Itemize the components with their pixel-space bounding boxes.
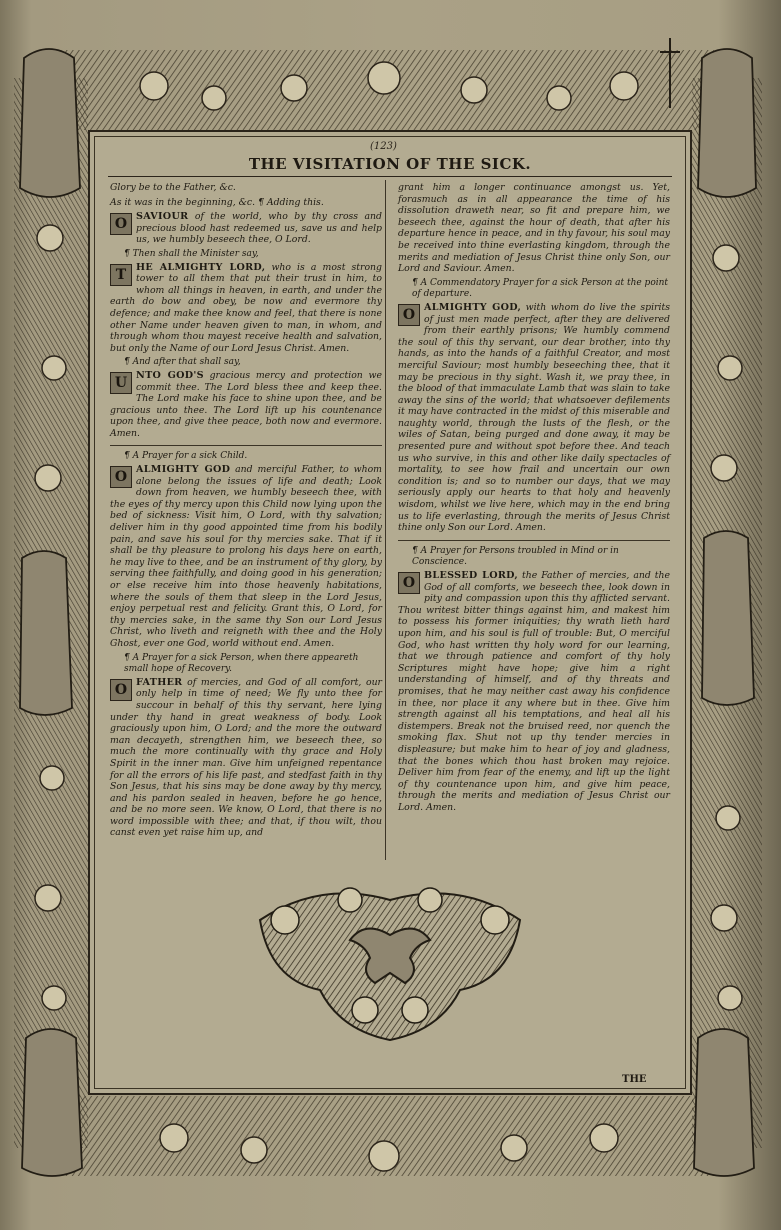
rubric: ¶ A Prayer for a sick Child. <box>124 451 248 462</box>
prayer-saviour <box>110 211 382 246</box>
prayer-almighty-lord <box>110 262 382 355</box>
drop-cap: O <box>110 466 132 488</box>
right-column <box>398 182 670 816</box>
drop-cap: O <box>398 304 420 326</box>
prayer-heading: ALMIGHTY GOD <box>136 464 231 476</box>
prayer-heading: ALMIGHTY GOD, <box>424 301 522 313</box>
prayer-heading: BLESSED LORD, <box>424 570 519 581</box>
prayer-unto-god <box>110 370 382 440</box>
section-rule <box>110 445 382 446</box>
catchword: THE <box>622 1074 647 1085</box>
prayer-heading: NTO GOD'S <box>136 369 204 381</box>
drop-cap: O <box>398 572 420 594</box>
title-rule <box>108 176 672 177</box>
tailpiece-pelican-emblem <box>240 880 540 1045</box>
left-column <box>110 182 382 842</box>
prayer-text: with whom do live the spirits of just men made perfect, after they are delivered from their earthly prisons; We humbly commend the soul of this thy servant, our dear brother, into thy hands, as into the hands of a faithful Creator, and most merciful Saviour; most humbly beseeching thee, that it may be precious in thy sight. Wash it, we pray thee, in the blood of that immaculate Lamb that was slain to take away the sins of the world; that whatsoever defilements it may have contracted in the midst of this miserable and naughty world, through the lusts of the flesh, or the wiles of Satan, being purged and done away, it may be presented pure and without spot before thee. And teach us who survive, in this and other like daily spectacles of mortality, to see how frail and uncertain our own condition is; and so to number our days, that we may seriously apply our hearts to that holy and heavenly wisdom, whilst we live here, which may in the end bring us to life everlasting, through the merits of Jesus Christ thine only Son our Lord. Amen. <box>398 301 670 534</box>
prayer-text: gracious mercy and protection we commit thee. The Lord bless thee and keep thee. The Lord make his face to shine upon thee, and be gracious unto thee. The Lord lift up his countenance upon thee, and give thee peace, both now and evermore. Amen. <box>110 369 382 439</box>
rubric: ¶ A Prayer for a sick Person, when there appeareth small hope of Recovery. <box>124 652 359 675</box>
prayer-heading: FATHER <box>136 676 183 688</box>
prayer-commendatory <box>398 302 670 534</box>
prayer-text: of mercies, and God of all comfort, our only help in time of need; We fly unto thee for succour in behalf of this thy servant, here lying under thy hand in great weakness of body. Look graciously upon him, O Lord; and the more the outward man decayeth, strengthen him, we beseech thee, so much the more continually with thy grace and Holy Spirit in the inner man. Give him unfeigned repentance for all the errors of his life past, and stedfast faith in thy Son Jesus, that his sins may be done away by thy mercy, and his pardon sealed in heaven, before he go hence, and be no more seen. We know, O Lord, that there is no word impossible with thee; and that, if thou wilt, thou canst even yet raise him up, and <box>110 676 382 839</box>
rubric: ¶ Then shall the Minister say, <box>124 248 259 259</box>
prayer-sick-child <box>110 464 382 650</box>
drop-cap: T <box>110 264 132 286</box>
running-title: THE VISITATION OF THE SICK. <box>248 155 532 173</box>
prayer-small-hope <box>110 677 382 839</box>
prayer-heading: SAVIOUR <box>136 211 189 223</box>
prayer-text: the Father of mercies, and the God of all comforts, we beseech thee, look down in pity and compassion upon this thy afflicted servant. Thou writest bitter things against him, and makest him to possess his former iniquities; thy wrath lieth hard upon him, and his soul is full of trouble: But, O merciful God, who hast written thy holy word for our learning, that we through patience and comfort of thy holy Scriptures might have hope; give him a right understanding of himself, and of thy threats and promises, that he may neither cast away his confidence in thee, nor place it any where but in thee. Give him strength against all his temptations, and heal all his distempers. Break not the bruised reed, nor quench the smoking flax. Shut not up thy tender mercies in displeasure; but make him to hear of joy and gladness, that the bones which thou hast broken may rejoice. Deliver him from fear of the enemy, and lift up the light of thy countenance upon him, and give him peace, through the merits and mediation of Jesus Christ our Lord. Amen. <box>398 570 670 813</box>
rubric: ¶ And after that shall say, <box>124 357 241 368</box>
rubric: ¶ A Prayer for Persons troubled in Mind or in Conscience. <box>412 545 619 568</box>
drop-cap: O <box>110 213 132 235</box>
column-divider <box>385 180 386 860</box>
prayer-continuation: grant him a longer continuance amongst us. Yet, forasmuch as in all appearance the time of his dissolution draweth near, so fit and prepare him, we beseech thee, against the hour of death, that after his departure hence in peace, and in thy favour, his soul may be received into thine everlasting kingdom, through the merits and mediation of Jesus Christ thine only Son, our Lord and Saviour. Amen. <box>398 182 670 275</box>
prayer-text: and merciful Father, to whom alone belong the issues of life and death; Look down from heaven, we humbly beseech thee, with the eyes of thy mercy upon this Child now lying upon the bed of sickness: Visit him, O Lord, with thy salvation; deliver him in thy good appointed time from his bodily pain, and save his soul for thy mercies sake. That if it shall be thy pleasure to prolong his days here on earth, he may live to thee, and be an instrument of thy glory, by serving thee faithfully, and doing good in his generation; or else receive him into those heavenly habitations, where the souls of them that sleep in the Lord Jesus, enjoy perpetual rest and felicity. Grant this, O Lord, for thy mercies sake, in the same thy Son our Lord Jesus Christ, who liveth and reigneth with thee and the Holy Ghost, ever one God, world without end. Amen. <box>110 464 382 649</box>
prayer-text: who is a most strong tower to all them that put their trust in him, to whom all things in heaven, in earth, and under the earth do bow and obey, be now and evermore thy defence; and make thee know and feel, that there is none other Name under heaven given to man, in whom, and through whom thou mayest receive health and salvation, but only the Name of our Lord Jesus Christ. Amen. <box>110 261 382 354</box>
rubric: ¶ A Commendatory Prayer for a sick Person at the point of departure. <box>412 277 669 300</box>
gloria-line: Glory be to the Father, &c. <box>110 182 236 193</box>
drop-cap: O <box>110 679 132 701</box>
gloria-line: As it was in the beginning, &c. ¶ Adding this. <box>110 196 324 208</box>
drop-cap: U <box>110 372 132 394</box>
prayer-text: of the world, who by thy cross and precious blood hast redeemed us, save us and help us, we humbly beseech thee, O Lord. <box>136 211 382 246</box>
prayer-troubled-mind <box>398 570 670 813</box>
section-rule <box>398 540 670 541</box>
prayer-heading: HE ALMIGHTY LORD, <box>136 261 266 273</box>
page-number: (123) <box>370 141 397 152</box>
